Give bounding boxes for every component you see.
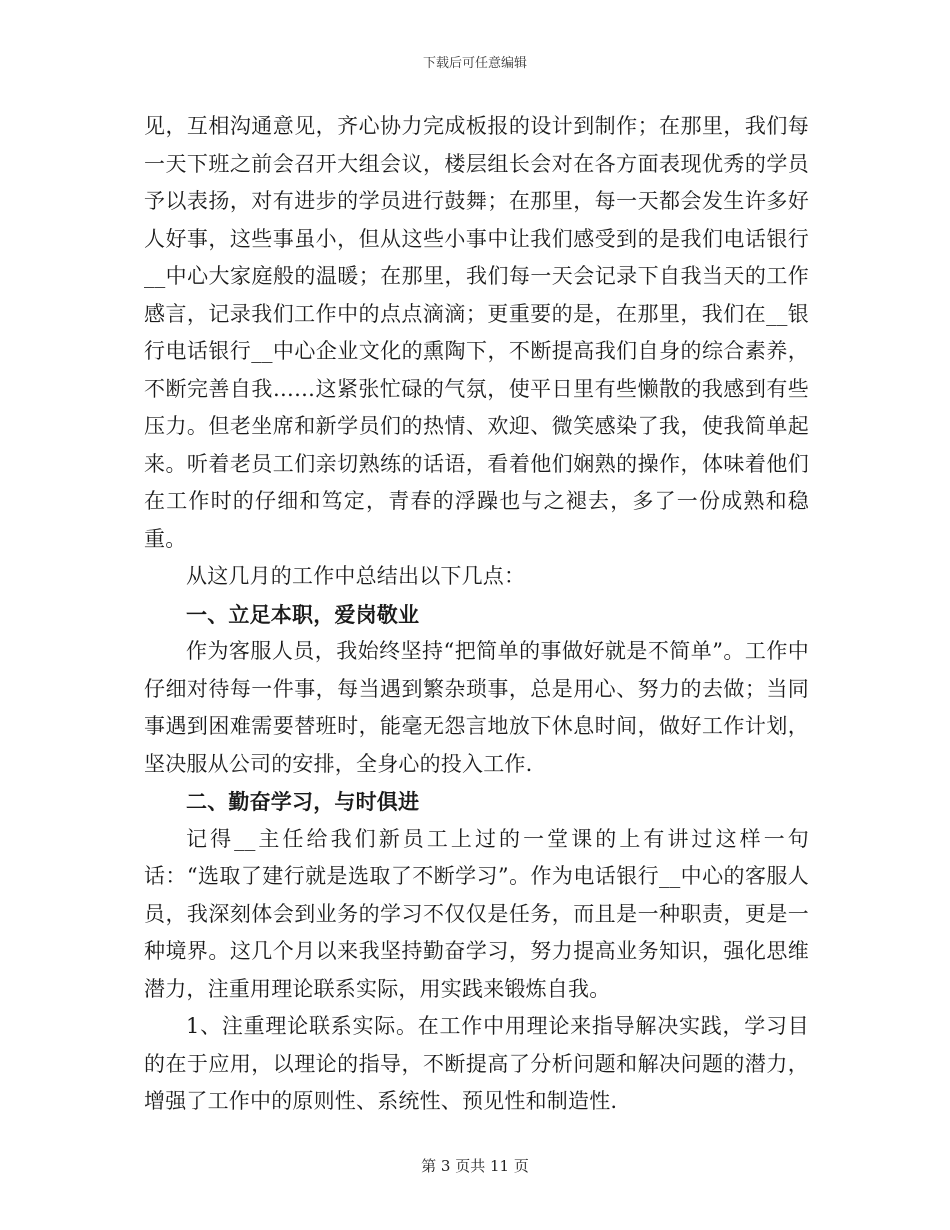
page-footer: 第 3 页共 11 页 [421, 1157, 529, 1175]
paragraph-section-2: 记得__主任给我们新员工上过的一堂课的上有讲过这样一句话：“选取了建行就是选取了不断学习”。作为电话银行__中心的客服人员，我深刻体会到业务的学习不仅仅是任务，而且是一种职责，更是一种境界。这几个月以来我坚持勤奋学习，努力提高业务知识，强化思维潜力，注重用理论联系实际，用实践来锻炼自我。 [144, 826, 809, 1001]
paragraph-summary-intro: 从这几月的工作中总结出以下几点： [186, 564, 526, 588]
page-header: 下载后可任意编辑 [422, 56, 527, 71]
section-heading-1: 一、立足本职，爱岗敬业 [186, 601, 420, 627]
paragraph-continuation: 见，互相沟通意见，齐心协力完成板报的设计到制作；在那里，我们每一天下班之前会召开大组会议，楼层组长会对在各方面表现优秀的学员予以表扬，对有进步的学员进行鼓舞；在那里，每一天都会发生许多好人好事，这些事虽小，但从这些小事中让我们感受到的是我们电话银行__中心大家庭般的温暖；在那里，我们每一天会记录下自我当天的工作感言，记录我们工作中的点点滴滴；更重要的是，在那里，我们在__银行电话银行__中心企业文化的熏陶下，不断提高我们自身的综合素养，不断完善自我……这紧张忙碌的气氛，使平日里有些懒散的我感到有些压力。但老坐席和新学员们的热情、欢迎、微笑感染了我，使我简单起来。听着老员工们亲切熟练的话语，看着他们娴熟的操作，体味着他们在工作时的仔细和笃定，青春的浮躁也与之褪去，多了一份成熟和稳重。 [144, 114, 809, 551]
section-heading-2: 二、勤奋学习，与时俱进 [186, 789, 420, 814]
paragraph-point-1: 1、注重理论联系实际。在工作中用理论来指导解决实践，学习目的在于应用，以理论的指导，不断提高了分析问题和解决问题的潜力，增强了工作中的原则性、系统性、预见性和制造性. [144, 1014, 809, 1113]
document-body [144, 108, 809, 1121]
paragraph-section-1: 作为客服人员，我始终坚持“把简单的事做好就是不简单”。工作中仔细对待每一件事，每当遇到繁杂琐事，总是用心、努力的去做；当同事遇到困难需要替班时，能毫无怨言地放下休息时间，做好工作计划，坚决服从公司的安排，全身心的投入工作. [144, 639, 809, 776]
